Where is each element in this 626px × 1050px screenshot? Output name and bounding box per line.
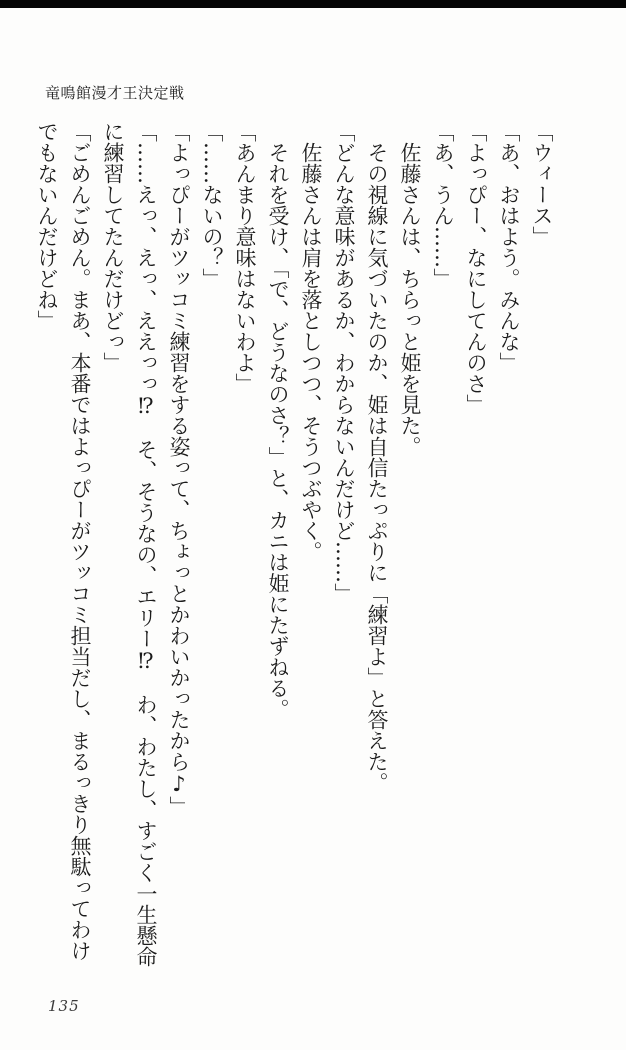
running-header: 竜鳴館漫才王決定戦	[45, 84, 185, 102]
text-line: でもないんだけどね」	[35, 121, 59, 331]
page-top-border	[0, 0, 626, 8]
text-line: それを受け、「で、どうなのさ？」と、カニは姫にたずねる。	[266, 142, 290, 720]
text-line: 「よっぴー、なにしてんのさ」	[464, 121, 488, 415]
text-line: その視線に気づいたのか、姫は自信たっぷりに「練習よ」と答えた。	[365, 142, 389, 793]
text-line: 佐藤さんは肩を落としつつ、そうつぶやく。	[299, 142, 323, 562]
text-line: 「あ、うん……」	[431, 121, 455, 289]
text-body	[30, 121, 558, 981]
text-line: 佐藤さんは、ちらっと姫を見た。	[398, 142, 422, 457]
text-line: 「……えっ、えっ、ええっっ⁉ そ、そうなの、エリー⁉ わ、わたし、すごく一生懸命	[134, 121, 158, 967]
page-number: 135	[48, 997, 80, 1015]
text-line: 「ごめんごめん。まあ、本番ではよっぴーがツッコミ担当だし、まるっきり無駄ってわけ	[68, 121, 92, 961]
text-line: 「どんな意味があるか、わからないんだけど……」	[332, 121, 356, 604]
text-line: 「あ、おはよう。みんな」	[497, 121, 521, 373]
text-line: に練習してたんだけどっ」	[101, 121, 125, 373]
text-line: 「ウィース」	[530, 121, 554, 247]
text-line: 「……ないの？」	[200, 121, 224, 289]
text-line: 「あんまり意味はないわよ」	[233, 121, 257, 394]
text-line: 「よっぴーがツッコミ練習をする姿って、ちょっとかわいかったから♪」	[167, 121, 191, 817]
